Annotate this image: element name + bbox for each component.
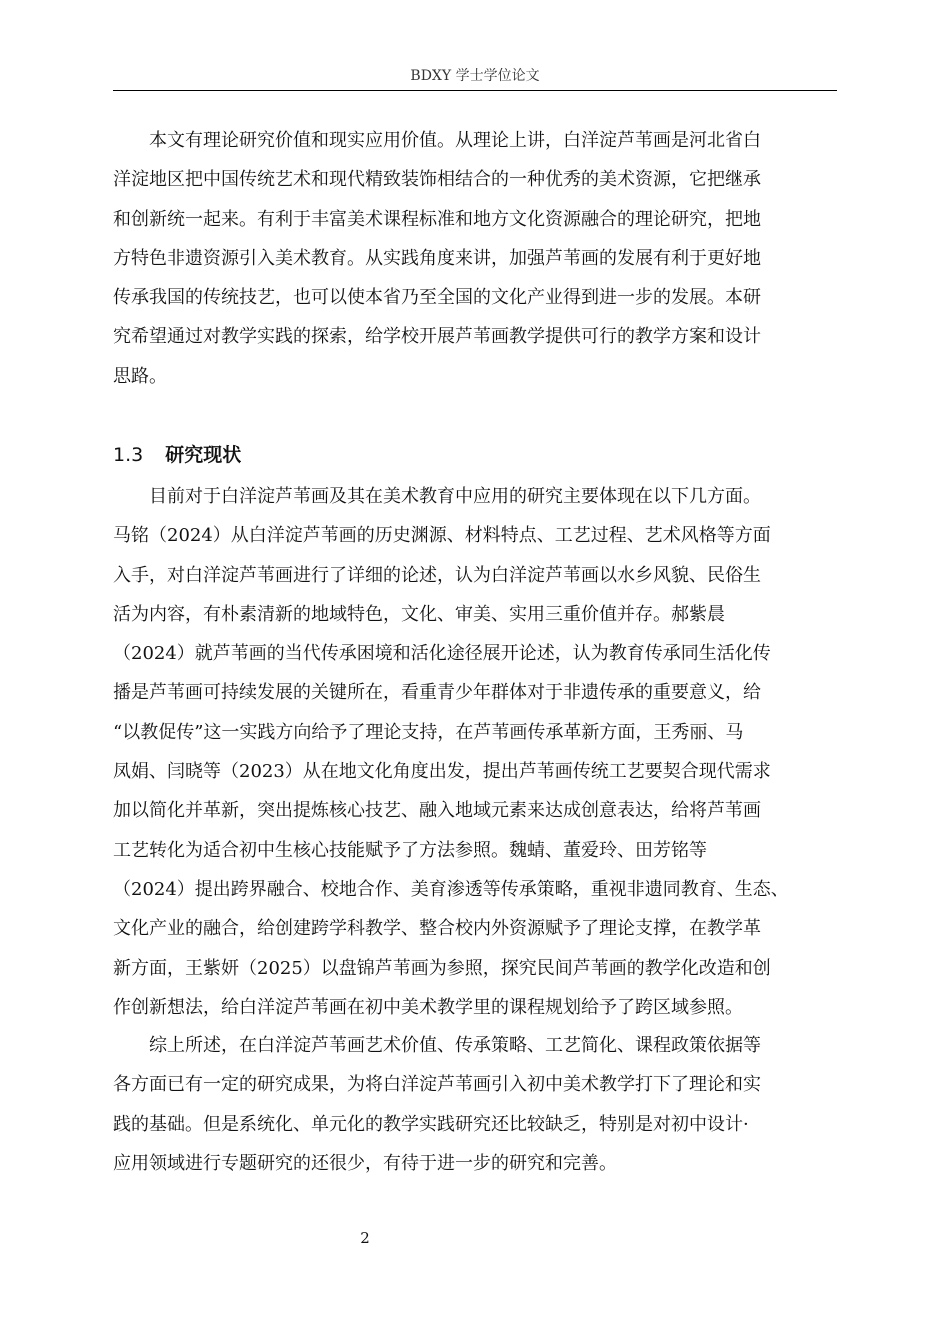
text-line: 工艺转化为适合初中生核心技能赋予了方法参照。魏蜻、董爱玲、田芳铭等 bbox=[113, 839, 707, 861]
text-line: 洋淀地区把中国传统艺术和现代精致装饰相结合的一种优秀的美术资源，它把继承 bbox=[113, 169, 761, 191]
text-line: 综上所述，在白洋淀芦苇画艺术价值、传承策略、工艺简化、课程政策依据等 bbox=[149, 1035, 761, 1056]
paragraph-research-status bbox=[113, 477, 837, 1027]
text-line: 播是芦苇画可持续发展的关键所在，看重青少年群体对于非遗传承的重要意义，给 bbox=[113, 682, 761, 704]
text-line: 传承我国的传统技艺，也可以使本省乃至全国的文化产业得到进一步的发展。本研 bbox=[113, 287, 761, 309]
section-title: 研究现状 bbox=[165, 444, 242, 466]
text-line: 目前对于白洋淀芦苇画及其在美术教育中应用的研究主要体现在以下几方面。 bbox=[149, 486, 761, 507]
text-line: 马铭（2024）从白洋淀芦苇画的历史渊源、材料特点、工艺过程、艺术风格等方面 bbox=[113, 525, 771, 547]
text-line: 各方面已有一定的研究成果，为将白洋淀芦苇画引入初中美术教学打下了理论和实 bbox=[113, 1074, 761, 1096]
text-line: 思路。 bbox=[113, 365, 167, 387]
text-line: （2024）就芦苇画的当代传承困境和活化途径展开论述，认为教育传承同生活化传 bbox=[113, 643, 771, 665]
text-line: 作创新想法，给白洋淀芦苇画在初中美术教学里的课程规划给予了跨区域参照。 bbox=[113, 996, 743, 1018]
text-line: （2024）提出跨界融合、校地合作、美育渗透等传承策略，重视非遗同教育、生态、 bbox=[113, 878, 789, 900]
text-line: “以教促传”这一实践方向给予了理论支持，在芦苇画传承革新方面，王秀丽、马 bbox=[113, 721, 744, 743]
section-number: 1.3 bbox=[113, 444, 144, 466]
text-line: 凤娟、闫晓等（2023）从在地文化角度出发，提出芦苇画传统工艺要契合现代需求 bbox=[113, 761, 771, 783]
page-number: 2 bbox=[360, 1229, 370, 1247]
text-line: 究希望通过对教学实践的探索，给学校开展芦苇画教学提供可行的教学方案和设计 bbox=[113, 326, 761, 348]
page-header: BDXY 学士学位论文 bbox=[113, 66, 837, 91]
text-line: 入手，对白洋淀芦苇画进行了详细的论述，认为白洋淀芦苇画以水乡风貌、民俗生 bbox=[113, 564, 761, 586]
section-heading bbox=[113, 440, 241, 470]
text-line: 新方面，王紫妍（2025）以盘锦芦苇画为参照，探究民间芦苇画的教学化改造和创 bbox=[113, 957, 771, 979]
text-line: 方特色非遗资源引入美术教育。从实践角度来讲，加强芦苇画的发展有利于更好地 bbox=[113, 247, 761, 269]
text-line: 和创新统一起来。有利于丰富美术课程标准和地方文化资源融合的理论研究，把地 bbox=[113, 208, 761, 230]
text-line: 加以简化并革新，突出提炼核心技艺、融入地域元素来达成创意表达，给将芦苇画 bbox=[113, 800, 761, 822]
text-line: 文化产业的融合，给创建跨学科教学、整合校内外资源赋予了理论支撑，在教学革 bbox=[113, 918, 761, 940]
paragraph-significance bbox=[113, 121, 837, 396]
text-line: 活为内容，有朴素清新的地域特色，文化、审美、实用三重价值并存。郝紫晨 bbox=[113, 603, 725, 625]
paragraph-summary bbox=[113, 1026, 837, 1183]
text-line: 本文有理论研究价值和现实应用价值。从理论上讲，白洋淀芦苇画是河北省白 bbox=[149, 130, 761, 151]
text-line: 践的基础。但是系统化、单元化的教学实践研究还比较缺乏，特别是对初中设计· bbox=[113, 1113, 749, 1135]
text-line: 应用领域进行专题研究的还很少，有待于进一步的研究和完善。 bbox=[113, 1152, 617, 1174]
